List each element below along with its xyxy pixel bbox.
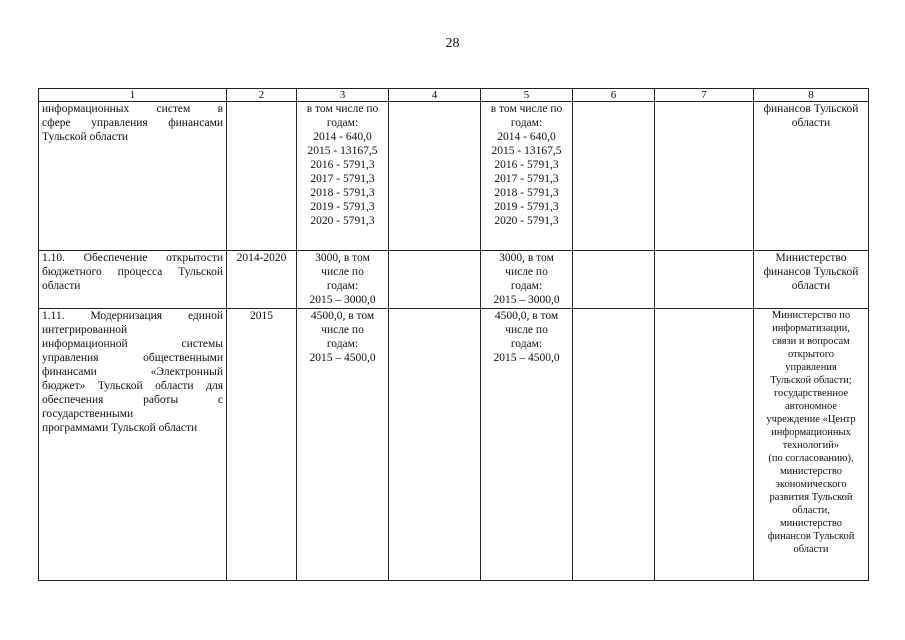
text-line: 2015 – 3000,0 — [493, 294, 560, 306]
text-line: информационной системы — [42, 338, 223, 350]
header-row — [39, 89, 869, 102]
text-line: области — [791, 117, 831, 129]
text-line: годам: — [326, 338, 359, 350]
empty-cell — [389, 251, 481, 309]
text-line: 2014 - 640,0 — [497, 131, 556, 143]
text-line: 4500,0, в том — [494, 310, 559, 322]
text-line: 2015 - 13167,5 — [491, 145, 562, 157]
text-line: Министерство по — [771, 310, 851, 321]
funding-cell — [297, 251, 389, 309]
text-line: автономное — [784, 401, 838, 412]
text-line: 2020 - 5791,3 — [494, 215, 559, 227]
text-line: 2015 - 13167,5 — [307, 145, 378, 157]
text-line: финансов Тульской — [763, 103, 859, 115]
text-line: обеспечения работы с — [42, 394, 223, 406]
text-line: управления — [785, 362, 837, 373]
empty-cell — [389, 102, 481, 251]
column-header: 1 — [39, 89, 227, 102]
text-line: информационных — [771, 427, 851, 438]
period-cell — [227, 102, 297, 251]
text-line: 3000, в том — [315, 252, 370, 264]
text-line: бюджет» Тульской области для — [42, 380, 223, 392]
column-header: 8 — [754, 89, 869, 102]
text-line: 3000, в том — [499, 252, 554, 264]
funding-cell — [481, 102, 573, 251]
text-line: министерство — [779, 466, 843, 477]
text-line: финансов Тульской — [767, 531, 855, 542]
text-line: годам: — [510, 280, 543, 292]
text-line: экономического — [775, 479, 847, 490]
empty-cell — [573, 251, 655, 309]
text-line: числе по — [321, 324, 364, 336]
responsible-cell — [754, 251, 869, 309]
text-line: финансов Тульской — [763, 266, 859, 278]
text-line: годам: — [510, 117, 543, 129]
text-line: открытого — [787, 349, 835, 360]
text-line: годам: — [326, 280, 359, 292]
text-line: 2015 – 3000,0 — [309, 294, 376, 306]
funding-cell — [481, 251, 573, 309]
text-line: Министерство — [775, 252, 847, 264]
table-row — [39, 309, 869, 581]
text-line: бюджетного процесса Тульской — [42, 266, 223, 278]
text-line: Тульской области; — [770, 375, 852, 386]
column-header: 7 — [655, 89, 754, 102]
text-line: программами Тульской области — [42, 422, 198, 434]
empty-cell — [655, 102, 754, 251]
period-cell: 2014-2020 — [227, 251, 297, 309]
event-name-cell — [39, 102, 227, 251]
text-line: 2014 - 640,0 — [313, 131, 372, 143]
text-line: числе по — [321, 266, 364, 278]
text-line: числе по — [505, 266, 548, 278]
funding-cell — [297, 102, 389, 251]
period-cell: 2015 — [227, 309, 297, 581]
text-line: 2018 - 5791,3 — [310, 187, 375, 199]
text-line: 1.11. Модернизация единой — [42, 310, 223, 322]
text-line: 2019 - 5791,3 — [310, 201, 375, 213]
text-line: государственное — [773, 388, 848, 399]
text-line: области, — [792, 505, 830, 516]
text-line: 2020 - 5791,3 — [310, 215, 375, 227]
column-header: 2 — [227, 89, 297, 102]
text-line: 2017 - 5791,3 — [310, 173, 375, 185]
text-line: числе по — [505, 324, 548, 336]
column-header: 5 — [481, 89, 573, 102]
text-line: области — [791, 280, 831, 292]
text-line: управления общественными — [42, 352, 223, 364]
empty-cell — [655, 309, 754, 581]
table-row — [39, 251, 869, 309]
text-line: области — [793, 544, 829, 555]
text-line: 2017 - 5791,3 — [494, 173, 559, 185]
funding-cell — [481, 309, 573, 581]
text-line: (по согласованию), — [768, 453, 854, 464]
empty-cell — [655, 251, 754, 309]
text-line: в том числе по — [306, 103, 379, 115]
column-header: 6 — [573, 89, 655, 102]
event-name-cell — [39, 309, 227, 581]
responsible-cell — [754, 309, 869, 581]
responsible-cell — [754, 102, 869, 251]
text-line: 2016 - 5791,3 — [310, 159, 375, 171]
column-header: 3 — [297, 89, 389, 102]
text-line: информационных систем в — [42, 103, 223, 115]
text-line: развития Тульской — [769, 492, 853, 503]
text-line: учреждение «Центр — [766, 414, 856, 425]
budget-table — [38, 88, 869, 581]
text-line: годам: — [326, 117, 359, 129]
table-row — [39, 102, 869, 251]
empty-cell — [573, 309, 655, 581]
text-line: интегрированной — [42, 324, 128, 336]
text-line: в том числе по — [490, 103, 563, 115]
empty-cell — [573, 102, 655, 251]
text-line: 2018 - 5791,3 — [494, 187, 559, 199]
text-line: технологий» — [782, 440, 840, 451]
text-line: 2015 – 4500,0 — [493, 352, 560, 364]
empty-cell — [389, 309, 481, 581]
page-number: 28 — [445, 36, 460, 51]
text-line: 4500,0, в том — [310, 310, 375, 322]
text-line: информатизации, — [772, 323, 850, 334]
funding-cell — [297, 309, 389, 581]
text-line: Тульской области — [42, 131, 129, 143]
text-line: государственными — [42, 408, 134, 420]
text-line: годам: — [510, 338, 543, 350]
text-line: 2015 – 4500,0 — [309, 352, 376, 364]
column-header: 4 — [389, 89, 481, 102]
text-line: области — [42, 280, 81, 292]
text-line: 2019 - 5791,3 — [494, 201, 559, 213]
text-line: связи и вопросам — [772, 336, 850, 347]
text-line: 1.10. Обеспечение открытости — [42, 252, 223, 264]
text-line: 2016 - 5791,3 — [494, 159, 559, 171]
text-line: финансами «Электронный — [42, 366, 223, 378]
text-line: министерство — [779, 518, 843, 529]
event-name-cell — [39, 251, 227, 309]
text-line: сфере управления финансами — [42, 117, 223, 129]
